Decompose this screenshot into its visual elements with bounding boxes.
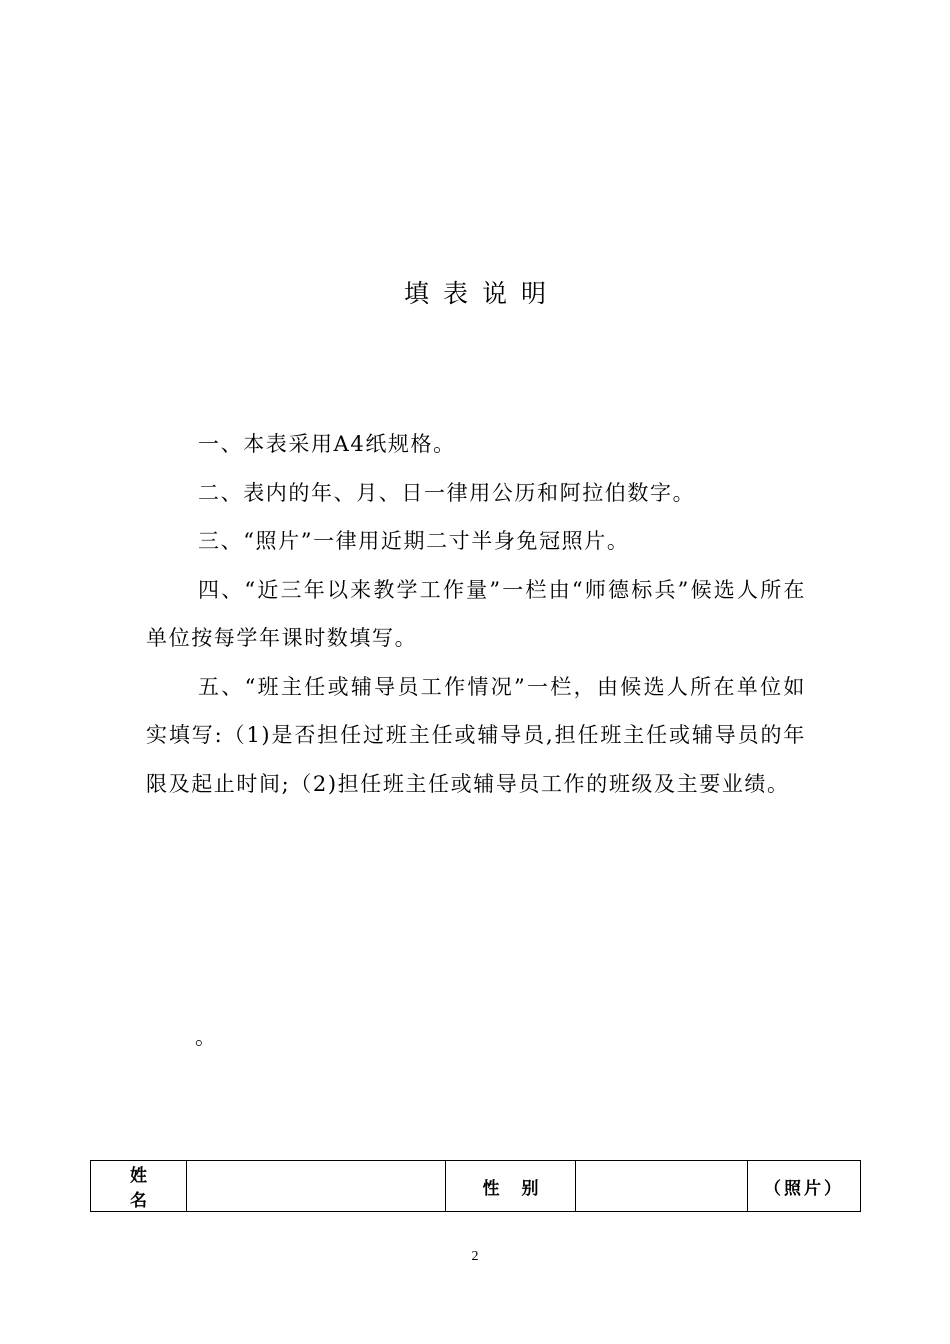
page-number: 2 (471, 1249, 479, 1264)
gender-field[interactable] (576, 1161, 748, 1212)
photo-label: （照片） (748, 1161, 861, 1212)
page-title: 填表说明 (403, 279, 560, 308)
instruction-paragraph-5: 五、“班主任或辅导员工作情况”一栏，由候选人所在单位如实填写:（1)是否担任过班主任或辅导员,担任班主任或辅导员的年限及起止时间;（2)担任班主任或辅导员工作的班级及主要业绩。 (146, 674, 806, 796)
table-row (91, 1161, 861, 1212)
name-field[interactable] (187, 1161, 446, 1212)
instruction-paragraph-2: 二、表内的年、月、日一律用公历和阿拉伯数字。 (198, 480, 696, 505)
instruction-paragraph-3: 三、“照片”一律用近期二寸半身免冠照片。 (198, 529, 630, 553)
name-label: 姓名 (91, 1161, 187, 1212)
instruction-paragraph-4: 四、“近三年以来教学工作量”一栏由“师德标兵”候选人所在单位按每学年课时数填写。 (146, 577, 806, 650)
instruction-paragraph-1: 一、本表采用A4纸规格。 (198, 432, 456, 456)
gender-label: 性别 (446, 1161, 576, 1212)
candidate-info-table (90, 1160, 861, 1212)
stray-period-mark: 。 (195, 1025, 216, 1049)
instructions-body (146, 420, 806, 808)
